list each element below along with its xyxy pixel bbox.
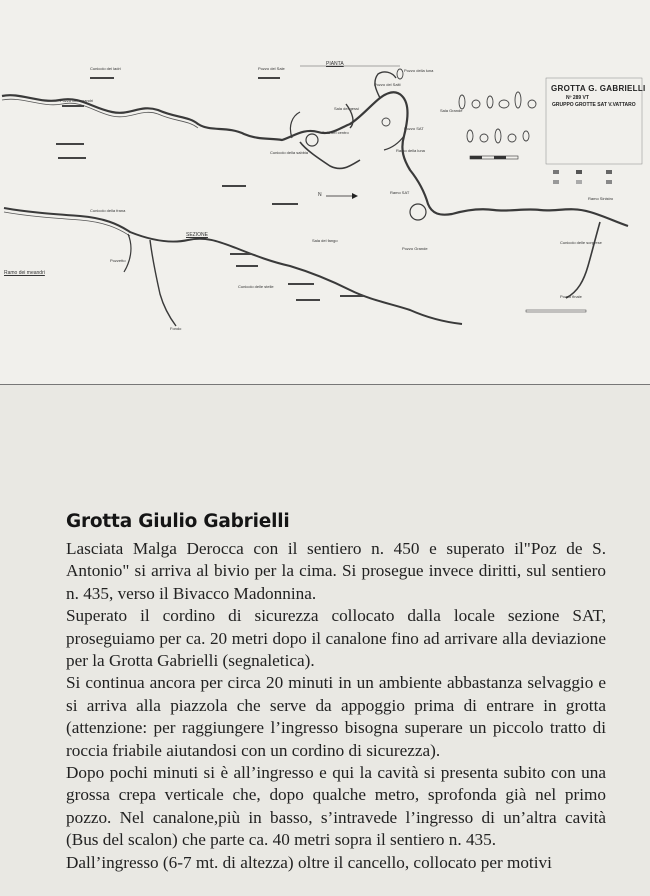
cave-survey-drawing: [0, 0, 650, 385]
map-label: Ramo della luna: [396, 148, 425, 153]
map-label: Sala Grande: [440, 108, 463, 113]
article-paragraph: Superato il cordino di sicurezza collocato dalla locale sezione SAT, proseguiamo per ca. 20 metri dopo il canalone fino ad arrivare alla deviazione per la Grotta Gabrielli (segnaletica).: [66, 606, 606, 671]
plan-label: PIANTA: [326, 61, 344, 67]
cave-survey-map: [0, 0, 650, 385]
map-label: Cunicolo della frana: [90, 208, 126, 213]
map-label: Ramo Sinistro: [588, 196, 614, 201]
legend-number: Nº 289 VT: [566, 95, 589, 101]
map-label: Cunicolo dei ladri: [90, 66, 121, 71]
article: [66, 511, 606, 874]
article-paragraph: Dopo pochi minuti si è all’ingresso e qui la cavità si presenta subito con una grossa crepa verticale che, dopo qualche metro, sprofonda già nel primo pozzo. Nel canalone,più in basso, s’intravede l’ingresso di un’altra cavità (Bus del scalon) che parte ca. 40 metri sopra il sentiero n. 435.: [66, 763, 606, 850]
map-label: Pozzo del Sale: [258, 66, 285, 71]
map-label: Ramo SAT: [390, 190, 410, 195]
legend-group: GRUPPO GROTTE SAT V.VATTARO: [552, 102, 636, 108]
article-paragraph: Si continua ancora per circa 20 minuti in un ambiente abbastanza selvaggio e si arriva alla piazzola che serve da appoggio prima di entrare in grotta (attenzione: per raggiungere l’ingresso bisogna superare un piccolo tratto di roccia friabile aiutandosi con un cordino di sicurezza).: [66, 673, 606, 760]
map-label: Pozzo Grande: [402, 246, 428, 251]
section-label: SEZIONE: [186, 232, 208, 238]
legend-title: GROTTA G. GABRIELLI: [551, 84, 646, 93]
map-label: Pozzo dei meandri: [60, 98, 94, 103]
map-label: Pozzo finale: [560, 294, 582, 299]
map-label: Cunicolo delle stelle: [238, 284, 274, 289]
article-paragraph: Dall’ingresso (6-7 mt. di altezza) oltre il cancello, collocato per motivi: [66, 852, 552, 872]
map-label: Pozzo della luna: [404, 68, 434, 73]
north-label: N: [318, 192, 322, 198]
map-label: Pozzo del Salti: [374, 82, 401, 87]
article-paragraph: Lasciata Malga Derocca con il sentiero n. 450 e superato il"Poz de S. Antonio" si arriva al bivio per la cima. Si prosegue invece diritti, sul sentiero n. 435, verso il Bivacco Madonnina.: [66, 539, 606, 603]
map-label: Pozzetto: [110, 258, 126, 263]
map-label: Pozzo SAT: [404, 126, 424, 131]
meander-branch-label: Ramo dei meandri: [4, 270, 45, 276]
map-label: Cunicolo della sabbia: [270, 150, 309, 155]
map-label: Sala dei gessi: [334, 106, 359, 111]
article-title: Grotta Giulio Gabrielli: [66, 511, 290, 532]
map-label: Cunicolo delle sorprese: [560, 240, 602, 245]
map-label: Sala del fango: [312, 238, 338, 243]
map-label: Sala del centro: [322, 130, 349, 135]
map-label: Fondo: [170, 326, 182, 331]
